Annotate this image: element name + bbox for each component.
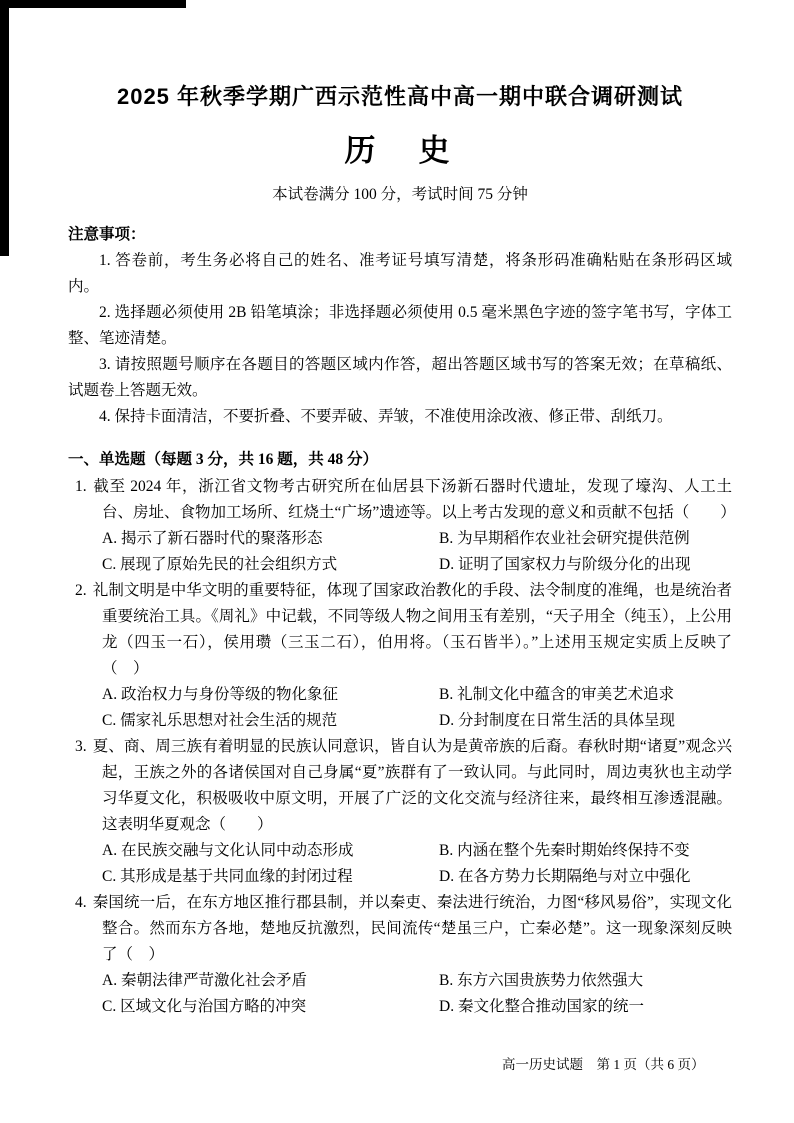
question-2-stem <box>75 578 732 682</box>
question-2-option-a: A. 政治权力与身份等级的物化象征 <box>102 686 338 703</box>
notice-title: 注意事项： <box>68 226 146 243</box>
question-3-text: 夏、商、周三族有着明显的民族认同意识，皆自认为是黄帝族的后裔。春秋时期“诸夏”观念兴起，王族之外的各诸侯国对自己身属“夏”族群有了一致认同。与此同时，周边夷狄也主动学习华夏文化，积极吸收中原文明，开展了广泛的文化交流与经济往来，最终相互渗透混融。这表明华夏观念（ ） <box>92 738 732 833</box>
question-4-option-a: A. 秦朝法律严苛激化社会矛盾 <box>102 972 307 989</box>
question-4-number: 4. <box>75 894 87 911</box>
question-2 <box>75 578 732 734</box>
question-1-stem <box>75 474 736 526</box>
question-4-stem <box>75 890 732 968</box>
question-1-option-a: A. 揭示了新石器时代的聚落形态 <box>102 530 323 547</box>
question-1-option-b: B. 为早期稻作农业社会研究提供范例 <box>439 530 690 547</box>
question-4 <box>75 890 732 1020</box>
page-footer: 高一历史试题 第 1 页（共 6 页） <box>498 1051 709 1075</box>
section-title: 一、单选题（每题 3 分，共 16 题，共 48 分） <box>68 451 379 468</box>
question-2-number: 2. <box>75 582 87 599</box>
question-3-option-a: A. 在民族交融与文化认同中动态形成 <box>102 842 354 859</box>
question-1-option-c: C. 展现了原始先民的社会组织方式 <box>102 556 338 573</box>
question-4-option-b: B. 东方六国贵族势力依然强大 <box>439 972 644 989</box>
question-3-options <box>75 838 732 890</box>
question-1-number: 1. <box>75 478 87 495</box>
registration-mark-horizontal <box>0 0 186 8</box>
question-3-option-d: D. 在各方势力长期隔绝与对立中强化 <box>439 868 691 885</box>
exam-title: 2025 年秋季学期广西示范性高中高一期中联合调研测试 <box>116 84 684 109</box>
question-1-text: 截至 2024 年，浙江省文物考古研究所在仙居县下汤新石器时代遗址，发现了壕沟、人工土台、房址、食物加工场所、红烧土“广场”遗迹等。以上考古发现的意义和贡献不包括（ ） <box>92 478 736 521</box>
question-4-option-d: D. 秦文化整合推动国家的统一 <box>439 998 644 1015</box>
question-4-option-c: C. 区域文化与治国方略的冲突 <box>102 998 307 1015</box>
question-1 <box>75 474 736 578</box>
question-2-option-d: D. 分封制度在日常生活的具体呈现 <box>439 712 675 729</box>
question-4-options <box>75 968 732 1020</box>
question-3 <box>75 734 732 890</box>
question-1-options <box>75 526 732 578</box>
registration-mark-vertical <box>0 0 9 256</box>
question-1-option-d: D. 证明了国家权力与阶级分化的出现 <box>439 556 691 573</box>
notice-item-1: 1. 答卷前，考生务必将自己的姓名、准考证号填写清楚，将条形码准确粘贴在条形码区域内。 <box>68 252 732 295</box>
question-3-option-b: B. 内涵在整个先秦时期始终保持不变 <box>439 842 690 859</box>
notice-item-4: 4. 保持卡面清洁，不要折叠、不要弄破、弄皱，不准使用涂改液、修正带、刮纸刀。 <box>99 408 673 425</box>
notice-item-2: 2. 选择题必须使用 2B 铅笔填涂；非选择题必须使用 0.5 毫米黑色字迹的签字笔书写，字体工整、笔迹清楚。 <box>68 304 732 347</box>
question-3-number: 3. <box>75 738 87 755</box>
question-2-options <box>75 682 732 734</box>
question-3-stem <box>75 734 732 838</box>
notice-item-3: 3. 请按照题号顺序在各题目的答题区域内作答，超出答题区域书写的答案无效；在草稿纸、试题卷上答题无效。 <box>68 356 732 399</box>
question-2-option-b: B. 礼制文化中蕴含的审美艺术追求 <box>439 686 675 703</box>
subject-title: 历 史 <box>344 133 456 168</box>
question-3-option-c: C. 其形成是基于共同血缘的封闭过程 <box>102 868 353 885</box>
question-4-text: 秦国统一后，在东方地区推行郡县制，并以秦吏、秦法进行统治，力图“移风易俗”，实现文化整合。然而东方各地，楚地反抗激烈，民间流传“楚虽三户，亡秦必楚”。这一现象深刻反映了（ ） <box>92 894 732 963</box>
question-2-text: 礼制文明是中华文明的重要特征，体现了国家政治教化的手段、法令制度的准绳，也是统治者重要统治工具。《周礼》中记载，不同等级人物之间用玉有差别，“天子用全（纯玉），上公用龙（四玉一石），侯用瓒（三玉二石），伯用将。（玉石皆半）。”上述用玉规定实质上反映了（ ） <box>92 582 732 677</box>
exam-info: 本试卷满分 100 分，考试时间 75 分钟 <box>272 186 528 203</box>
question-2-option-c: C. 儒家礼乐思想对社会生活的规范 <box>102 712 338 729</box>
